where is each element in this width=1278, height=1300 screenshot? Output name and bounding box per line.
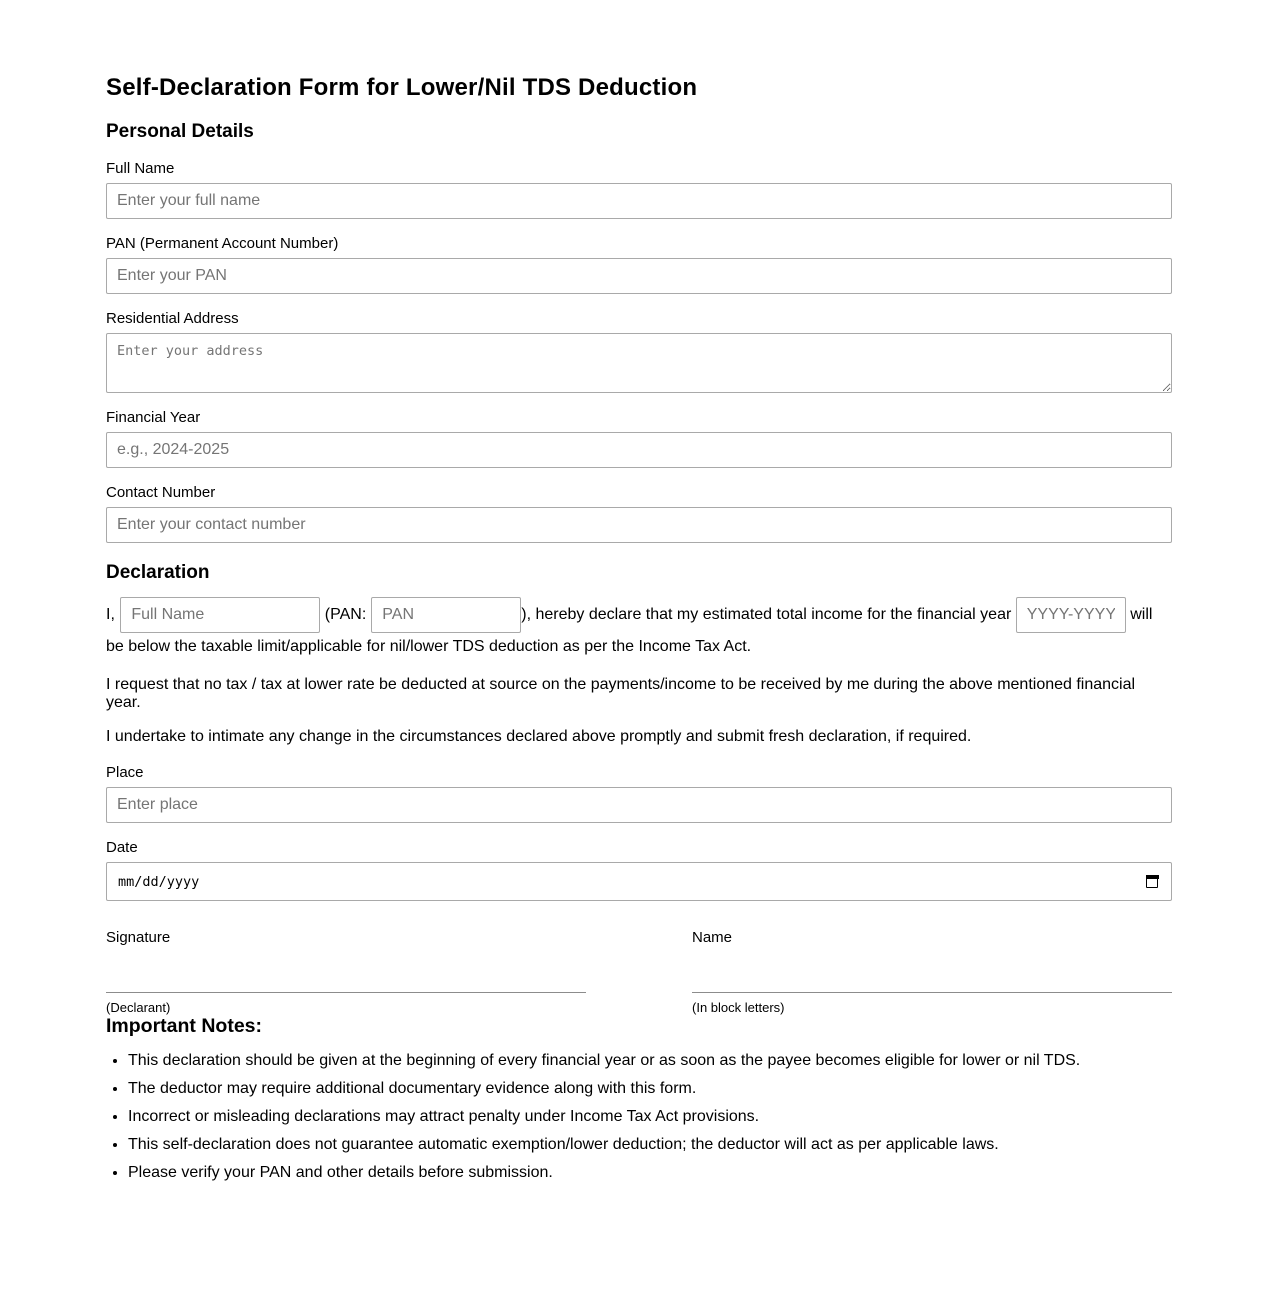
date-placeholder: mm/dd/yyyy <box>118 873 200 890</box>
contact-group <box>106 484 1172 543</box>
declaration-year-input[interactable] <box>1016 597 1126 633</box>
notes-heading: Important Notes: <box>106 1015 262 1037</box>
declaration-statement <box>106 597 1172 660</box>
financial-year-label: Financial Year <box>106 409 201 426</box>
name-line <box>692 992 1172 993</box>
signature-label: Signature <box>106 929 171 946</box>
address-label: Residential Address <box>106 310 239 327</box>
name-block <box>692 929 1172 1015</box>
date-input[interactable] <box>106 862 1172 901</box>
signature-block <box>106 929 586 1015</box>
notes-list <box>106 1052 1172 1182</box>
place-label: Place <box>106 764 144 781</box>
full-name-label: Full Name <box>106 160 175 177</box>
page-title: Self-Declaration Form for Lower/Nil TDS Deduction <box>106 74 698 101</box>
note-item: • This self-declaration does not guarantee automatic exemption/lower deduction; the deductor will act as per applicable laws. <box>128 1136 1172 1154</box>
declaration-suffix: will be below the taxable limit/applicable for nil/lower TDS deduction as per the Income Tax Act. <box>106 606 1153 655</box>
signature-row <box>106 929 1172 1015</box>
declaration-undertake: I undertake to intimate any change in the circumstances declared above promptly and submit fresh declaration, if required. <box>106 728 972 745</box>
address-textarea[interactable] <box>106 333 1172 393</box>
financial-year-group <box>106 409 1172 468</box>
declaration-pan-prefix: (PAN: <box>324 606 367 624</box>
note-item: • The deductor may require additional documentary evidence along with this form. <box>128 1080 1172 1098</box>
note-item: • Please verify your PAN and other details before submission. <box>128 1164 1172 1182</box>
name-hint: (In block letters) <box>692 1000 785 1015</box>
contact-label: Contact Number <box>106 484 216 501</box>
contact-input[interactable] <box>106 507 1172 543</box>
signature-hint: (Declarant) <box>106 1000 171 1015</box>
declaration-prefix: I, <box>106 606 115 624</box>
signature-line <box>106 992 586 993</box>
address-group <box>106 310 1172 393</box>
declaration-middle-text: ), hereby declare that my estimated total income for the financial year <box>521 606 1012 624</box>
financial-year-input[interactable] <box>106 432 1172 468</box>
date-group <box>106 839 1172 901</box>
personal-details-heading: Personal Details <box>106 121 254 142</box>
name-label: Name <box>692 929 733 946</box>
declaration-heading: Declaration <box>106 562 210 583</box>
declaration-pan-input[interactable] <box>371 597 521 633</box>
full-name-input[interactable] <box>106 183 1172 219</box>
pan-input[interactable] <box>106 258 1172 294</box>
declaration-request: I request that no tax / tax at lower rate be deducted at source on the payments/income to be received by me during the above mentioned financial year. <box>106 676 1136 711</box>
place-input[interactable] <box>106 787 1172 823</box>
date-label: Date <box>106 839 138 856</box>
pan-label: PAN (Permanent Account Number) <box>106 235 339 252</box>
important-notes <box>106 1015 1172 1182</box>
declaration-name-input[interactable] <box>120 597 320 633</box>
form-page <box>106 0 1172 1182</box>
place-group <box>106 764 1172 823</box>
full-name-group <box>106 160 1172 219</box>
calendar-icon[interactable] <box>1146 876 1158 888</box>
note-item: • Incorrect or misleading declarations may attract penalty under Income Tax Act provisions. <box>128 1108 1172 1126</box>
pan-group <box>106 235 1172 294</box>
note-item: • This declaration should be given at the beginning of every financial year or as soon as the payee becomes eligible for lower or nil TDS. <box>128 1052 1172 1070</box>
